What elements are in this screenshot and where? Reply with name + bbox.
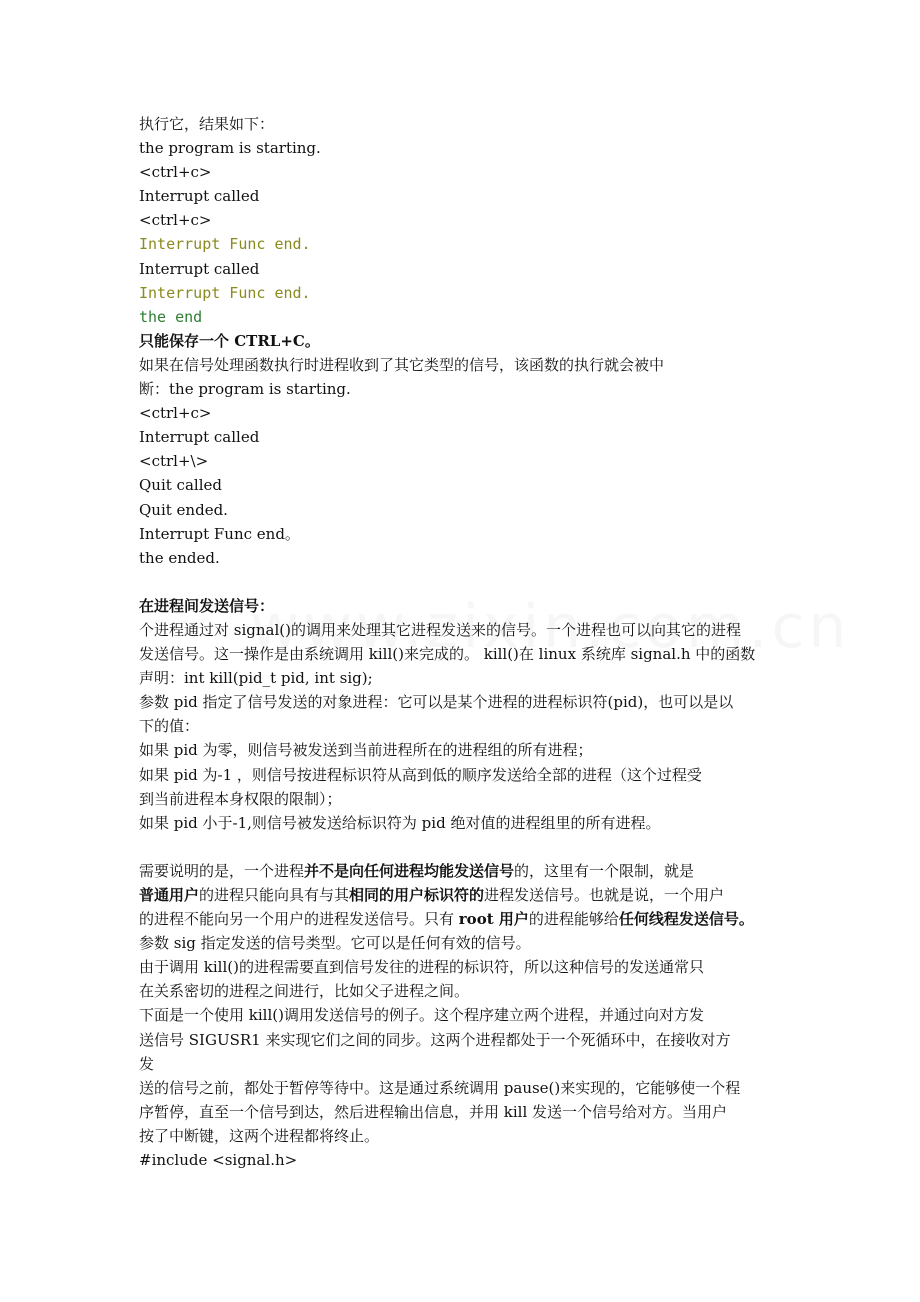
output-line: Quit ended. [139,500,228,519]
text-run: 的进程只能向具有与其 [199,886,350,904]
output-line: <ctrl+c> [139,404,212,423]
paragraph-line [139,907,799,931]
paragraph-line [139,859,799,883]
emphasis-run: 任何线程发送信号。 [618,910,754,929]
paragraph-line: 断：the program is starting. [139,380,351,399]
paragraph-line: 下的值： [139,717,200,736]
output-line: Interrupt called [139,428,260,447]
output-line: <ctrl+c> [139,163,212,182]
paragraph-line: 声明：int kill(pid_t pid, int sig); [139,669,373,688]
func-end-line: Interrupt Func end. [139,283,311,302]
emphasis-run: 相同的用户标识符的 [349,886,485,904]
text-run: 进程发送信号。也就是说，一个用户 [484,886,725,904]
note-line: 只能保存一个 CTRL+C。 [139,331,320,350]
output-line: Interrupt Func end。 [139,524,300,543]
paragraph-line: 参数 sig 指定发送的信号类型。它可以是任何有效的信号。 [139,934,531,953]
emphasis-run: 并不是向任何进程均能发送信号 [304,861,515,880]
paragraph-line: 按了中断键，这两个进程都将终止。 [139,1126,380,1145]
text-run: 的进程不能向另一个用户的进程发送信号。只有 [139,910,459,929]
func-end-line: Interrupt Func end. [139,235,311,254]
output-line: Quit called [139,476,222,495]
section-heading: 在进程间发送信号： [139,596,275,615]
paragraph-line [139,883,799,907]
paragraph-line: 序暂停，直至一个信号到达，然后进程输出信息，并用 kill 发送一个信号给对方。当用户 [139,1102,728,1121]
emphasis-run: 普通用户 [139,886,200,904]
paragraph-line: 如果 pid 小于-1,则信号被发送给标识符为 pid 绝对值的进程组里的所有进程。 [139,813,661,832]
paragraph-line: 发送信号。这一操作是由系统调用 kill()来完成的。 kill()在 linux 系统库 signal.h 中的函数 [139,645,756,664]
output-line: the ended. [139,548,220,567]
output-line: Interrupt called [139,259,260,278]
paragraph-line: 送信号 SIGUSR1 来实现它们之间的同步。这两个进程都处于一个死循环中，在接收对方 [139,1030,731,1049]
paragraph-line: 发 [139,1054,155,1073]
paragraph-line: 下面是一个使用 kill()调用发送信号的例子。这个程序建立两个进程，并通过向对方发 [139,1006,704,1025]
paragraph-line: 到当前进程本身权限的限制）； [139,789,342,808]
document-page [139,112,799,1172]
blank-line [139,835,799,859]
text-run: 的，这里有一个限制，就是 [514,861,695,880]
the-end-line: the end [139,307,203,326]
output-line: the program is starting. [139,139,321,158]
text-run: 需要说明的是，一个进程 [139,861,305,880]
paragraph-line: 送的信号之前，都处于暂停等待中。这是通过系统调用 pause()来实现的，它能够使一个程 [139,1078,741,1097]
paragraph-line: 如果 pid 为零，则信号被发送到当前进程所在的进程组的所有进程； [139,741,593,760]
paragraph-line: 参数 pid 指定了信号发送的对象进程：它可以是某个进程的进程标识符(pid)，也可以是以 [139,693,734,712]
output-line: Interrupt called [139,187,260,206]
blank-line [139,570,799,594]
paragraph-line: 个进程通过对 signal()的调用来处理其它进程发送来的信号。一个进程也可以向其它的进程 [139,620,741,639]
paragraph-line: 如果在信号处理函数执行时进程收到了其它类型的信号，该函数的执行就会被中 [139,355,665,374]
emphasis-run: root 用户 [458,910,529,929]
paragraph-line: 由于调用 kill()的进程需要直到信号发往的进程的标识符，所以这种信号的发送通常只 [139,958,704,977]
paragraph-line: 如果 pid 为-1 ，则信号按进程标识符从高到低的顺序发送给全部的进程（这个过程受 [139,765,702,784]
output-line: <ctrl+c> [139,211,212,230]
paragraph-line: 在关系密切的进程之间进行，比如父子进程之间。 [139,982,470,1001]
intro-line: 执行它，结果如下： [139,115,275,133]
text-run: 的进程能够给 [528,910,619,929]
output-line: <ctrl+\> [139,452,209,471]
code-line: #include <signal.h> [139,1151,298,1170]
